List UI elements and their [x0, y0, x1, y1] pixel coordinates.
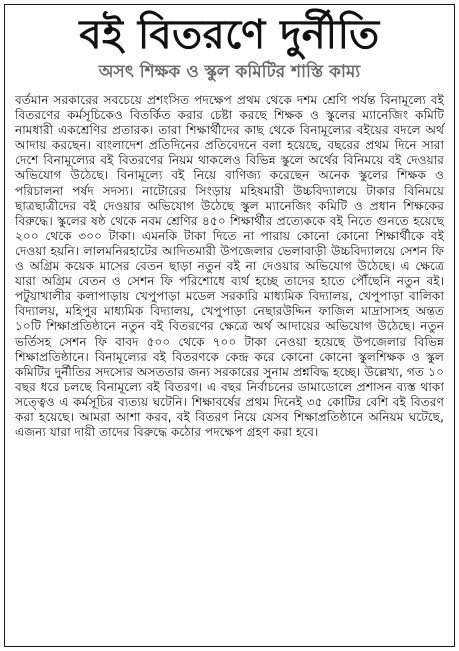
article-paragraph: বর্তমান সরকারের সবচেয়ে প্রশংসিত পদক্ষেপ প্রথম থেকে দশম শ্রেণি পর্যন্ত বিনামূল্যে বই বিতরণের কর্মসূচিকেও বিতর্কিত করার চেষ্টা করছে শিক্ষক ও স্কুলের ম্যানেজিং কমিটি নামধারী একশ্রেণির প্রতারক। তারা শিক্ষার্থীদের কাছ থেকে বিনামূল্যের বইয়ের বদলে অর্থ আদায় করছেন। বাংলাদেশ প্রতিদিনের প্রতিবেদনে বলা হয়েছে, বছরের প্রথম দিনে সারা দেশে বিনামূল্যের বই বিতরণের নিয়ম থাকলেও বিভিন্ন স্কুলে অর্থের বিনিময়ে বই দেওয়ার অভিযোগ উঠেছে। বিনামূল্যে বই নিয়ে বাণিজ্য করেছেন অনেক স্কুলের শিক্ষক ও পরিচালনা পর্ষদ সদস্য। নাটোরের সিংড়ায় মহিষমারী উচ্চবিদ্যালয়ে টাকার বিনিময়ে ছাত্রছাত্রীদের বই দেওয়ার অভিযোগ উঠেছে স্কুল ম্যানেজিং কমিটি ও প্রধান শিক্ষকের বিরুদ্ধে। স্কুলের ষষ্ঠ থেকে নবম শ্রেণির ৪৫০ শিক্ষার্থীর প্রত্যেককে বই নিতে গুনতে হয়েছে ২০০ থেকে ৩০০ টাকা। এমনকি টাকা দিতে না পারায় কোনো কোনো শিক্ষার্থীকে বই দেওয়া হয়নি। লালমনিরহাটের আদিতমারী উপজেলার ভেলাবাড়ী উচ্চবিদ্যালয়ে সেশন ফি ও অগ্রিম কয়েক মাসের বেতন ছাড়া নতুন বই না দেওয়ার অভিযোগ উঠেছে। এ ক্ষেত্রে যারা অগ্রিম বেতন ও সেশন ফি পরিশোধে ব্যর্থ হচ্ছে তাদের হাতে পৌঁছেনি নতুন বই। পটুয়াখালীর কলাপাড়ায় খেপুপাড়া মডেল সরকারি মাধ্যমিক বিদ্যালয়, খেপুপাড়া বালিকা বিদ্যালয়, মহিপুর মাধ্যমিক বিদ্যালয়, খেপুপাড়া নেছারউদ্দিন ফাজিল মাদ্রাসাসহ অন্তত ১০টি শিক্ষাপ্রতিষ্ঠানে নতুন বই বিতরণের ক্ষেত্রে অর্থ আদায়ের অভিযোগ উঠেছে। নতুন ভর্তিসহ সেশন ফি বাবদ ৫০০ থেকে ৭০০ টাকা নেওয়া হয়েছে উপজেলার বিভিন্ন শিক্ষাপ্রতিষ্ঠানে। বিনামূল্যের বই বিতরণকে কেন্দ্র করে কোনো কোনো স্কুলশিক্ষক ও স্কুল কমিটির দুর্নীতির সদস্যের অসততার জন্য সরকারের সুনাম প্রশ্নবিদ্ধ হচ্ছে। উল্লেখ্য, গত ১০ বছর ধরে চলছে বিনামূল্যে বই বিতরণ। এ বছর নির্বাচনের ডামাডোলে প্রশাসন ব্যস্ত থাকা সত্ত্বেও এ কর্মসূচির ব্যত্যয় ঘটেনি। শিক্ষাবর্ষের প্রথম দিনেই ৩৫ কোটির বেশি বই বিতরণ করা হয়েছে। আমরা আশা করব, বই বিতরণ নিয়ে যেসব শিক্ষাপ্রতিষ্ঠানে অনিয়ম ঘটেছে, এজন্য যারা দায়ী তাদের বিরুদ্ধে কঠোর পদক্ষেপ গ্রহণ করা হবে। — [15, 93, 444, 440]
headline: বই বিতরণে দুর্নীতি — [79, 11, 380, 58]
subheadline: অসৎ শিক্ষক ও স্কুল কমিটির শাস্তি কাম্য — [98, 62, 361, 82]
editorial-clipping — [4, 4, 455, 647]
article-body — [15, 93, 444, 440]
